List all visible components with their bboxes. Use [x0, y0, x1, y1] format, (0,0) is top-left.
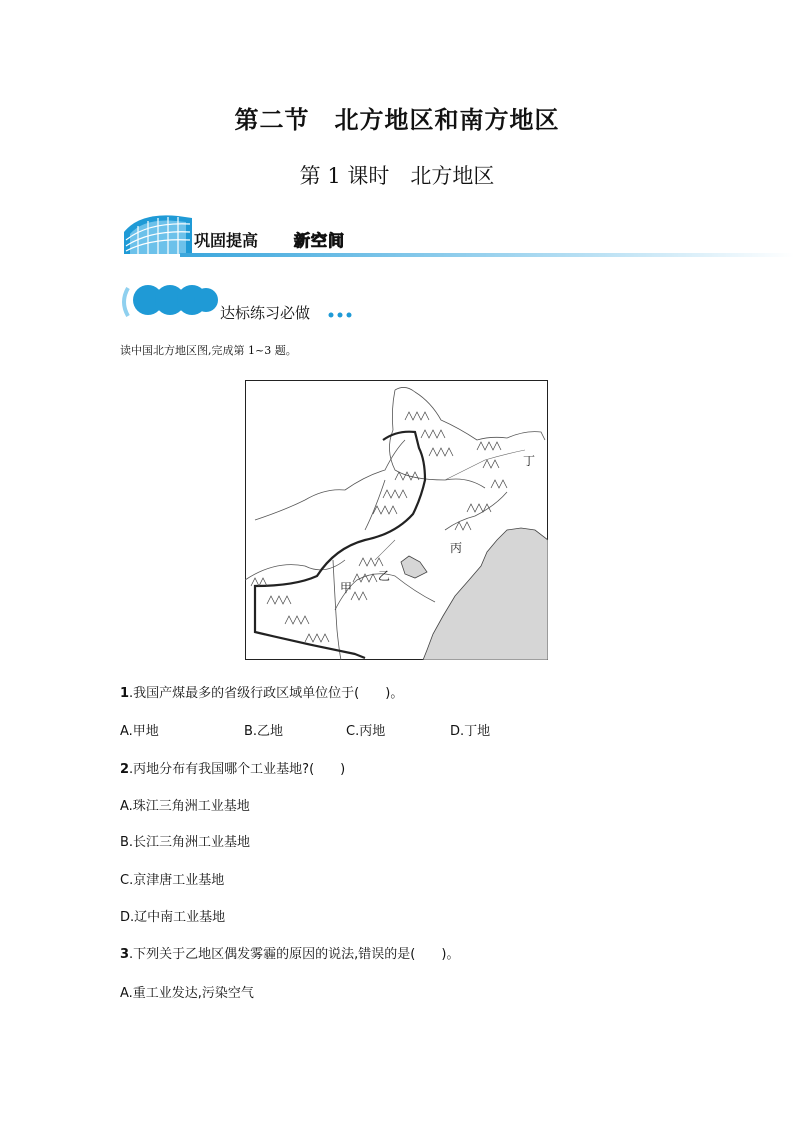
section-title: 达标练习必做: [220, 304, 311, 322]
question-number: 1: [120, 686, 130, 701]
north-china-map: [245, 380, 548, 660]
option-d[interactable]: D.辽中南工业基地: [120, 910, 226, 925]
option-c[interactable]: C.京津唐工业基地: [120, 873, 225, 888]
option-a[interactable]: A.珠江三角洲工业基地: [120, 799, 250, 814]
option-a[interactable]: A.甲地: [120, 724, 159, 739]
option-c[interactable]: C.丙地: [346, 724, 386, 739]
question-1: [120, 682, 403, 701]
map-label-yi: 乙: [378, 569, 391, 583]
map-label-ding: 丁: [523, 454, 536, 468]
option-a[interactable]: A.重工业发达,污染空气: [120, 986, 254, 1001]
question-number: 2: [120, 762, 130, 777]
building-icon: [120, 210, 195, 256]
question-text: .丙地分布有我国哪个工业基地?( ): [129, 762, 346, 777]
page-title: 第二节 北方地区和南方地区: [234, 106, 560, 134]
map-label-jia: 甲: [340, 581, 353, 595]
lesson-subtitle: 第 1 课时 北方地区: [299, 164, 495, 188]
section-banner: [120, 210, 794, 258]
option-d[interactable]: D.丁地: [450, 724, 491, 739]
option-b[interactable]: B.长江三角洲工业基地: [120, 835, 251, 850]
question-3: [120, 943, 459, 962]
question-text: .我国产煤最多的省级行政区域单位位于( )。: [129, 686, 404, 701]
banner-underline: [180, 253, 794, 257]
question-text: .下列关于乙地区偶发雾霾的原因的说法,错误的是( )。: [129, 947, 460, 962]
question-intro: 读中国北方地区图,完成第 1~3 题。: [120, 344, 297, 357]
ellipsis-dots-icon: [326, 310, 366, 320]
question-2: [120, 758, 345, 777]
map-label-bing: 丙: [450, 541, 463, 555]
bubble-decoration-icon: [120, 282, 220, 322]
question-number: 3: [120, 947, 130, 962]
option-b[interactable]: B.乙地: [244, 724, 284, 739]
practice-section-header: [120, 282, 380, 322]
banner-title: 巩固提高: [194, 231, 259, 250]
banner-subtitle: 新空间: [294, 231, 346, 250]
